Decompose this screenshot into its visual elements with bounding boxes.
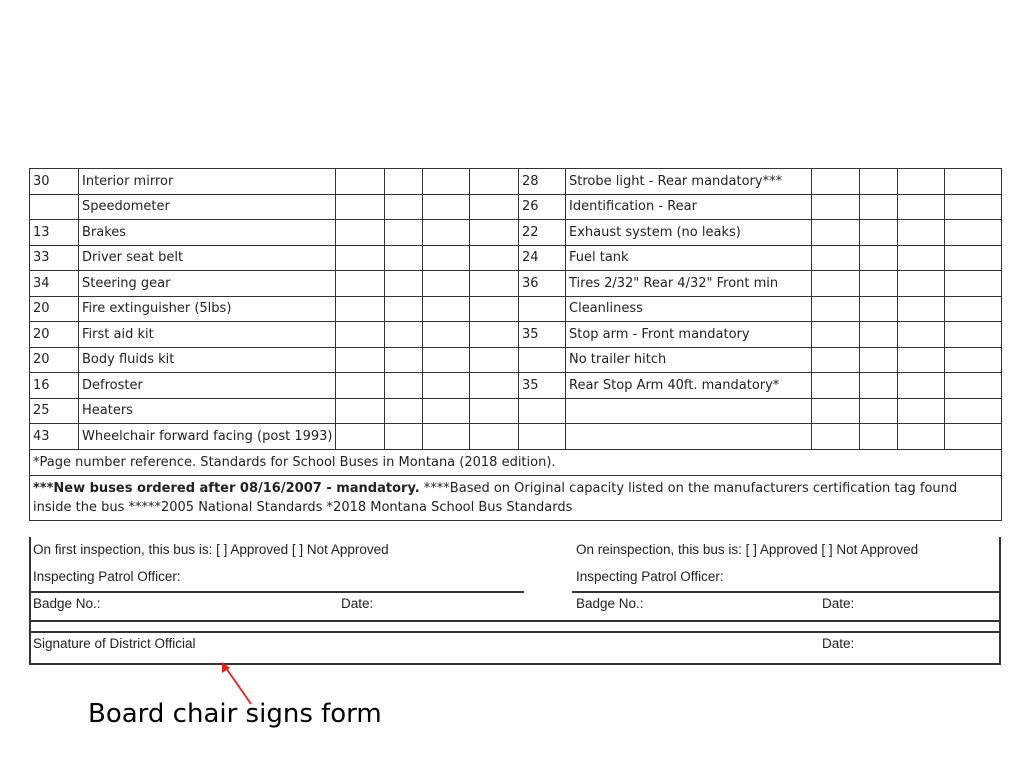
right-item-name: Rear Stop Arm 40ft. mandatory* [566,373,812,399]
left-item-name: First aid kit [79,322,336,348]
right-page-ref: 28 [519,169,566,195]
right-item-name: Fuel tank [566,245,812,271]
left-item-name: Brakes [79,220,336,246]
reinspection-status: On reinspection, this bus is: [ ] Approved [ ] Not Approved [576,542,919,557]
mandatory-note-bold: ***New buses ordered after 08/16/2007 - mandatory. [33,480,420,496]
right-page-ref: 22 [519,220,566,246]
right-item-name: No trailer hitch [566,347,812,373]
right-item-name: Identification - Rear [566,194,812,220]
left-page-ref: 43 [30,424,79,450]
officer-label-left: Inspecting Patrol Officer: [33,569,181,584]
left-page-ref: 34 [30,271,79,297]
left-item-name: Driver seat belt [79,245,336,271]
left-page-ref: 16 [30,373,79,399]
mandatory-note-text: ****Based on Original capacity listed on the manufacturers certification tag found inside the bus *****2005 National Standards *2018 Montana School Bus Standards [33,480,958,515]
left-item-name: Fire extinguisher (5lbs) [79,296,336,322]
right-page-ref: 24 [519,245,566,271]
date-label-official: Date: [822,636,855,651]
right-page-ref: 26 [519,194,566,220]
right-page-ref: 35 [519,322,566,348]
left-item-name: Heaters [79,398,336,424]
left-page-ref: 20 [30,347,79,373]
right-item-name: Exhaust system (no leaks) [566,220,812,246]
left-page-ref: 33 [30,245,79,271]
right-item-name: Cleanliness [566,296,812,322]
left-item-name: Steering gear [79,271,336,297]
page-reference-note: *Page number reference. Standards for School Buses in Montana (2018 edition). [30,449,1002,475]
badge-label-right: Badge No.: [576,596,644,611]
right-item-name: Tires 2/32" Rear 4/32" Front min [566,271,812,297]
officer-label-right: Inspecting Patrol Officer: [576,569,724,584]
left-item-name: Body fluids kit [79,347,336,373]
first-inspection-status: On first inspection, this bus is: [ ] Approved [ ] Not Approved [33,542,389,557]
left-page-ref: 20 [30,296,79,322]
left-page-ref: 13 [30,220,79,246]
date-label-right: Date: [822,596,855,611]
left-page-ref: 30 [30,169,79,195]
left-item-name: Defroster [79,373,336,399]
left-item-name: Interior mirror [79,169,336,195]
date-label-left: Date: [341,596,374,611]
badge-label-left: Badge No.: [33,596,101,611]
right-item-name: Strobe light - Rear mandatory*** [566,169,812,195]
left-page-ref: 20 [30,322,79,348]
caption-text: Board chair signs form [88,699,382,729]
left-page-ref: 25 [30,398,79,424]
right-item-name: Stop arm - Front mandatory [566,322,812,348]
left-item-name: Wheelchair forward facing (post 1993) [79,424,336,450]
right-page-ref: 36 [519,271,566,297]
district-official-signature-label: Signature of District Official [33,636,196,651]
left-item-name: Speedometer [79,194,336,220]
right-page-ref: 35 [519,373,566,399]
